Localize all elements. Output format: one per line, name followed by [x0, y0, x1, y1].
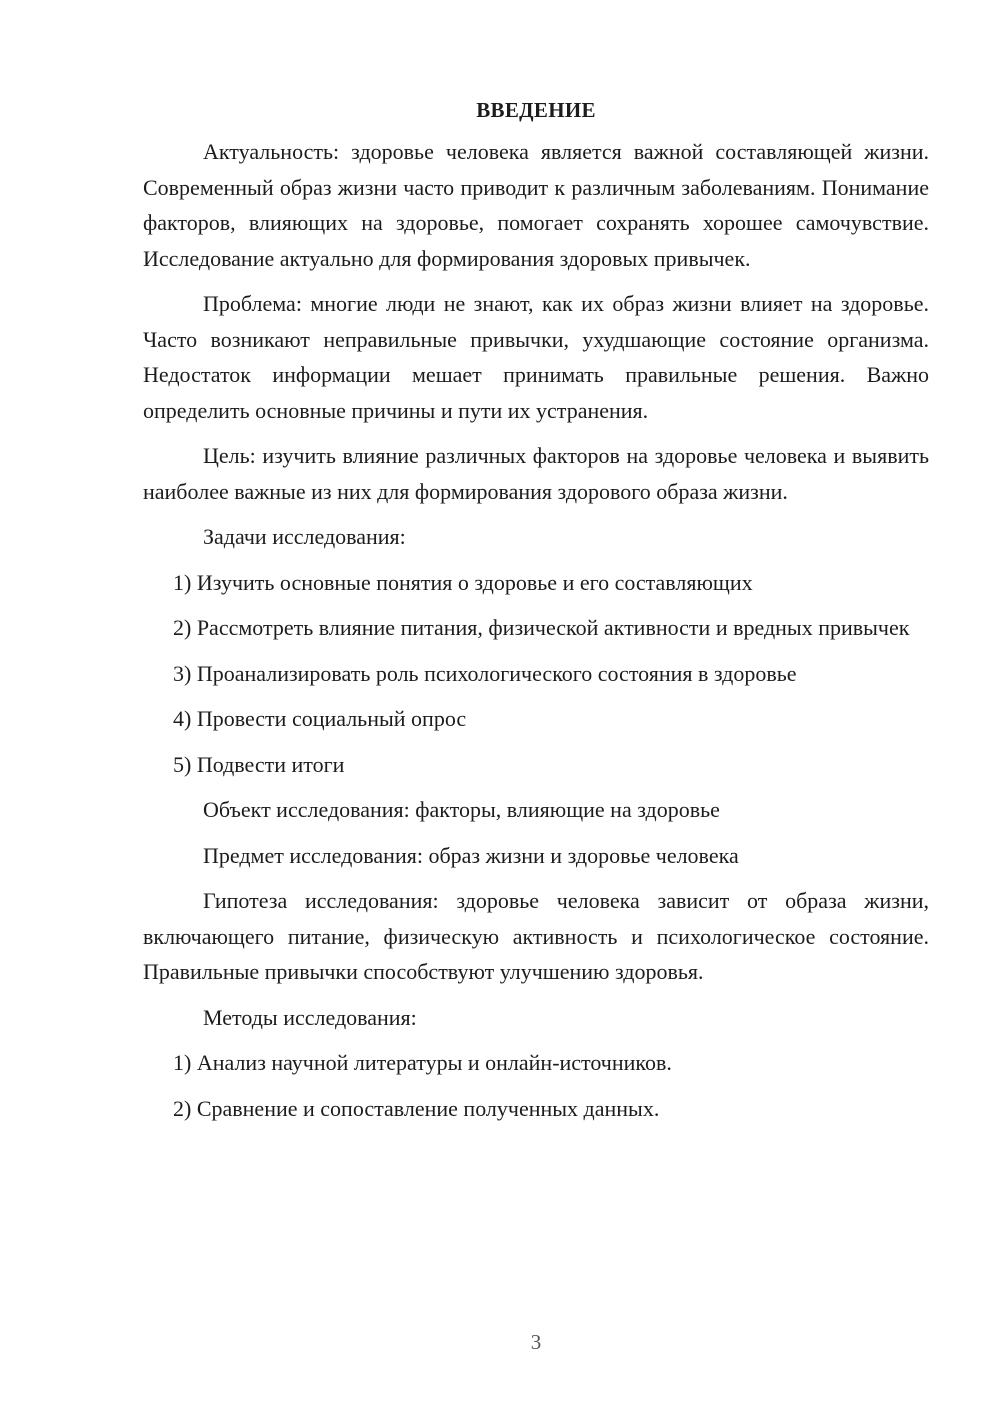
task-item-1: 1) Изучить основные понятия о здоровье и его составляющих: [173, 569, 753, 595]
task-item-4: 4) Провести социальный опрос: [173, 706, 467, 731]
goal-paragraph: Цель: изучить влияние различных факторов на здоровье человека и выявить наиболее важные из них для формирования здорового образа жизни.: [143, 443, 929, 504]
page-title: ВВЕДЕНИЕ: [476, 98, 596, 122]
task-item-2: 2) Рассмотреть влияние питания, физической активности и вредных привычек: [173, 615, 910, 640]
problem-paragraph: Проблема: многие люди не знают, как их образ жизни влияет на здоровье. Часто возникают неправильные привычки, ухудшающие состояние организма. Недостаток информации мешает принимать правильные решения. Важно определить основные причины и пути их устранения.: [143, 291, 929, 423]
relevance-paragraph: Актуальность: здоровье человека является важной составляющей жизни. Современный образ жизни часто приводит к различным заболеваниям. Понимание факторов, влияющих на здоровье, помогает сохранять хорошее самочувствие. Исследование актуально для формирования здоровых привычек.: [143, 139, 929, 271]
page-number: 3: [530, 1330, 542, 1354]
methods-heading: Методы исследования:: [203, 1004, 417, 1030]
hypothesis-paragraph: Гипотеза исследования: здоровье человека зависит от образа жизни, включающего питание, физическую активность и психологическое состояние. Правильные привычки способствуют улучшению здоровья.: [143, 888, 929, 984]
page-content: [143, 95, 929, 1136]
method-item-1: 1) Анализ научной литературы и онлайн-источников.: [173, 1050, 672, 1075]
tasks-heading: Задачи исследования:: [203, 524, 406, 549]
task-item-5: 5) Подвести итоги: [173, 751, 345, 777]
subject-paragraph: Предмет исследования: образ жизни и здоровье человека: [203, 842, 739, 868]
task-item-3: 3) Проанализировать роль психологического состояния в здоровье: [173, 660, 797, 686]
object-paragraph: Объект исследования: факторы, влияющие на здоровье: [203, 797, 720, 822]
method-item-2: 2) Сравнение и сопоставление полученных данных.: [173, 1095, 660, 1121]
